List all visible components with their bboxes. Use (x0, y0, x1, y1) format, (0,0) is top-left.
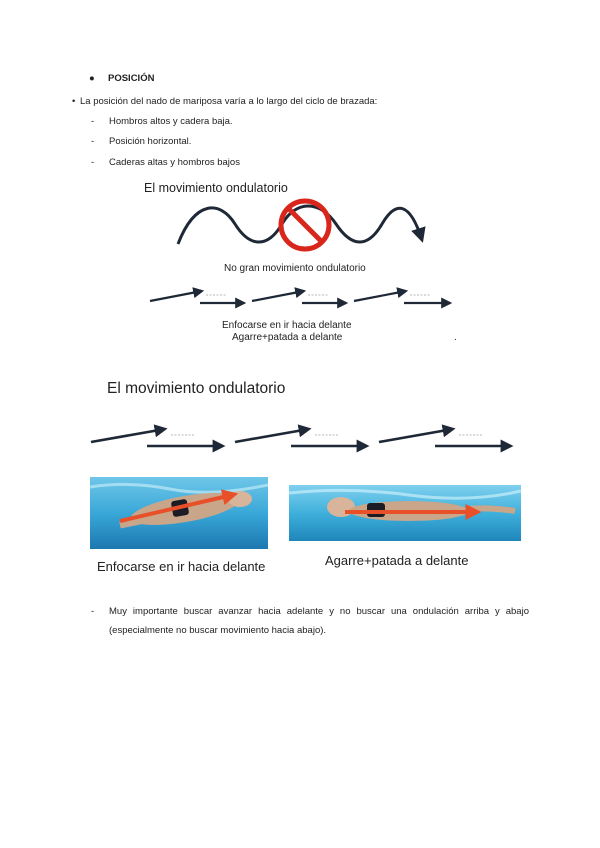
figure-wave-diagram (140, 180, 470, 350)
forward-arrows (85, 420, 525, 460)
trailing-mark: . (454, 332, 457, 343)
swimmer-photo-drawing (289, 485, 521, 541)
list-item-marker: - (91, 136, 95, 147)
closing-paragraph: Muy importante buscar avanzar hacia adelante y no buscar una ondulación arriba y abajo (especialmente no buscar movimiento hacia abajo). (109, 606, 529, 636)
wave-caption: No gran movimiento ondulatorio (224, 263, 366, 274)
list-item-marker: - (91, 606, 95, 617)
list-item: Hombros altos y cadera baja. (109, 116, 233, 127)
list-item: Posición horizontal. (109, 136, 192, 147)
figure-title: El movimiento ondulatorio (144, 181, 288, 195)
intro-bullet: • (72, 96, 76, 107)
forward-arrows (140, 285, 470, 315)
list-item-marker: - (91, 116, 95, 127)
photo-caption-left: Enfocarse en ir hacia delante (97, 559, 266, 574)
photo-caption-right: Agarre+patada a delante (325, 553, 469, 568)
swimmer-photo (90, 477, 268, 549)
list-item: Caderas altas y hombros bajos (109, 157, 240, 168)
swimmer-photo (289, 485, 521, 541)
figure-caption-line1: Enfocarse en ir hacia delante (222, 320, 352, 331)
list-item-marker: - (91, 157, 95, 168)
figure-swimmer-diagram (85, 375, 525, 575)
section-heading: POSICIÓN (108, 73, 155, 84)
figure-title: El movimiento ondulatorio (107, 380, 286, 397)
intro-text: La posición del nado de mariposa varía a lo largo del ciclo de brazada: (80, 96, 378, 107)
figure-caption-line2: Agarre+patada a delante (232, 332, 343, 343)
prohibited-sign-icon (275, 195, 335, 255)
swimmer-photo-drawing (90, 477, 268, 549)
heading-bullet: ● (89, 73, 95, 84)
